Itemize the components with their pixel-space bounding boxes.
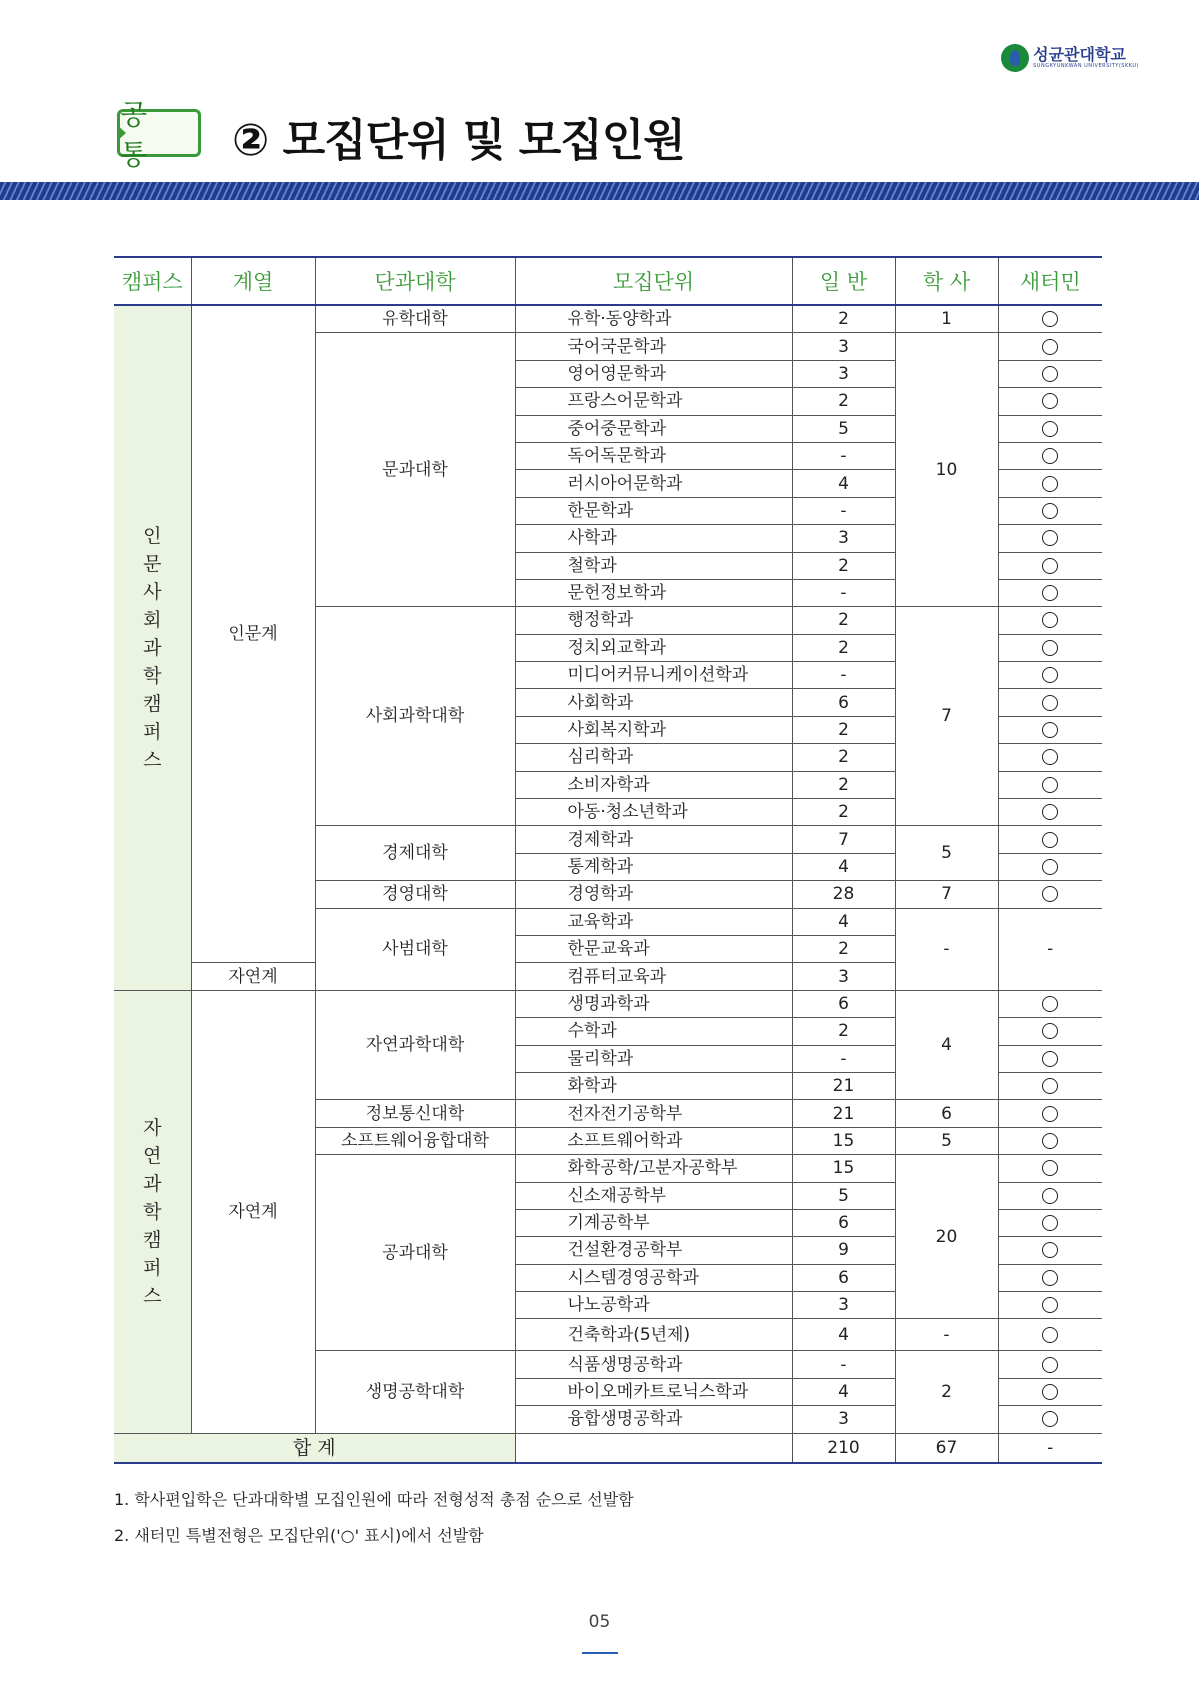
refugee-mark-icon <box>1042 476 1058 492</box>
general-cell: 3 <box>792 333 895 360</box>
refugee-cell <box>998 1045 1102 1072</box>
refugee-mark-icon <box>1042 1270 1058 1286</box>
dept-cell: 문헌정보학과 <box>515 579 792 606</box>
dept-cell: 교육학과 <box>515 908 792 935</box>
refugee-mark-icon <box>1042 1297 1058 1313</box>
refugee-cell <box>998 716 1102 743</box>
refugee-mark-icon <box>1042 503 1058 519</box>
bachelor-cell: 1 <box>895 305 998 333</box>
section-tag: 공 통 <box>117 109 201 157</box>
refugee-cell <box>998 1155 1102 1182</box>
refugee-mark-icon <box>1042 1133 1058 1149</box>
dept-cell: 한문교육과 <box>515 935 792 962</box>
refugee-mark-icon <box>1042 804 1058 820</box>
general-cell: 2 <box>792 771 895 798</box>
general-cell: 2 <box>792 1018 895 1045</box>
dept-cell: 소비자학과 <box>515 771 792 798</box>
dept-cell: 철학과 <box>515 552 792 579</box>
refugee-mark-icon <box>1042 1106 1058 1122</box>
college-cell: 생명공학대학 <box>315 1351 515 1433</box>
refugee-mark-icon <box>1042 1078 1058 1094</box>
total-refugee: - <box>998 1433 1102 1463</box>
bachelor-cell: 5 <box>895 1127 998 1154</box>
refugee-cell <box>998 744 1102 771</box>
general-cell: 15 <box>792 1127 895 1154</box>
refugee-cell <box>998 305 1102 333</box>
page-number-underline <box>582 1652 618 1654</box>
general-cell: 2 <box>792 552 895 579</box>
refugee-cell <box>998 497 1102 524</box>
general-cell: 2 <box>792 716 895 743</box>
refugee-mark-icon <box>1042 448 1058 464</box>
college-cell: 경영대학 <box>315 881 515 908</box>
refugee-cell <box>998 689 1102 716</box>
refugee-cell <box>998 853 1102 880</box>
general-cell: 4 <box>792 1378 895 1405</box>
refugee-mark-icon <box>1042 1411 1058 1427</box>
general-cell: 21 <box>792 1100 895 1127</box>
footnote-item: 1. 학사편입학은 단과대학별 모집인원에 따라 전형성적 총점 순으로 선발함 <box>114 1490 634 1509</box>
campus-cell-humanities: 인 문 사 회 과 학 캠 퍼 스 <box>114 305 191 990</box>
college-cell: 정보통신대학 <box>315 1100 515 1127</box>
general-cell: 2 <box>792 799 895 826</box>
header-refugee: 새터민 <box>998 257 1102 305</box>
general-cell: - <box>792 1045 895 1072</box>
general-cell: 7 <box>792 826 895 853</box>
general-cell: 2 <box>792 634 895 661</box>
refugee-cell <box>998 1018 1102 1045</box>
table-row <box>114 305 1102 333</box>
total-label: 합 계 <box>114 1433 515 1463</box>
dept-cell: 유학·동양학과 <box>515 305 792 333</box>
dept-cell: 아동·청소년학과 <box>515 799 792 826</box>
bachelor-cell: 20 <box>895 1155 998 1319</box>
refugee-mark-icon <box>1042 640 1058 656</box>
header-college: 단과대학 <box>315 257 515 305</box>
refugee-cell <box>998 771 1102 798</box>
refugee-mark-icon <box>1042 1327 1058 1343</box>
logo-subtext: SUNGKYUNKWAN UNIVERSITY(SKKU) <box>1033 63 1139 69</box>
total-general: 210 <box>792 1433 895 1463</box>
dept-cell: 융합생명공학과 <box>515 1406 792 1433</box>
refugee-cell <box>998 1319 1102 1351</box>
refugee-mark-icon <box>1042 421 1058 437</box>
total-bachelor: 67 <box>895 1433 998 1463</box>
dept-cell: 소프트웨어학과 <box>515 1127 792 1154</box>
college-cell: 소프트웨어융합대학 <box>315 1127 515 1154</box>
header-general: 일 반 <box>792 257 895 305</box>
dept-cell: 신소재공학부 <box>515 1182 792 1209</box>
series-cell: 자연계 <box>191 990 315 1433</box>
general-cell: 9 <box>792 1237 895 1264</box>
dept-cell: 시스템경영공학과 <box>515 1264 792 1291</box>
refugee-cell <box>998 607 1102 634</box>
bachelor-cell: 7 <box>895 607 998 826</box>
general-cell: 2 <box>792 744 895 771</box>
refugee-mark-icon <box>1042 859 1058 875</box>
refugee-mark-icon <box>1042 695 1058 711</box>
general-cell: 6 <box>792 689 895 716</box>
refugee-mark-icon <box>1042 1215 1058 1231</box>
page-number: 05 <box>588 1612 611 1632</box>
bachelor-cell: 6 <box>895 1100 998 1127</box>
refugee-cell <box>998 1264 1102 1291</box>
table-row <box>114 990 1102 1017</box>
general-cell: 6 <box>792 1264 895 1291</box>
dept-cell: 통계학과 <box>515 853 792 880</box>
general-cell: 2 <box>792 607 895 634</box>
refugee-cell <box>998 333 1102 360</box>
general-cell: 15 <box>792 1155 895 1182</box>
dept-cell: 사회복지학과 <box>515 716 792 743</box>
refugee-mark-icon <box>1042 749 1058 765</box>
refugee-cell <box>998 1406 1102 1433</box>
header-bachelor: 학 사 <box>895 257 998 305</box>
refugee-cell <box>998 1072 1102 1099</box>
refugee-mark-icon <box>1042 722 1058 738</box>
dept-cell: 식품생명공학과 <box>515 1351 792 1378</box>
footnote-item: 2. 새터민 특별전형은 모집단위('○' 표시)에서 선발함 <box>114 1526 484 1545</box>
dept-cell: 미디어커뮤니케이션학과 <box>515 662 792 689</box>
college-cell: 공과대학 <box>315 1155 515 1351</box>
refugee-mark-icon <box>1042 585 1058 601</box>
refugee-cell <box>998 1378 1102 1405</box>
dept-cell: 한문학과 <box>515 497 792 524</box>
refugee-cell <box>998 1351 1102 1378</box>
general-cell: 6 <box>792 1209 895 1236</box>
general-cell: 5 <box>792 1182 895 1209</box>
general-cell: 2 <box>792 388 895 415</box>
refugee-mark-icon <box>1042 339 1058 355</box>
refugee-mark-icon <box>1042 1023 1058 1039</box>
refugee-cell <box>998 662 1102 689</box>
bachelor-cell: 2 <box>895 1351 998 1433</box>
refugee-cell <box>998 525 1102 552</box>
dept-cell: 건설환경공학부 <box>515 1237 792 1264</box>
bachelor-cell: - <box>895 1319 998 1351</box>
refugee-cell <box>998 360 1102 387</box>
refugee-cell <box>998 1127 1102 1154</box>
general-cell: 21 <box>792 1072 895 1099</box>
series-cell: 자연계 <box>191 963 315 990</box>
header-series: 계열 <box>191 257 315 305</box>
bachelor-cell: 10 <box>895 333 998 607</box>
total-row <box>114 1433 1102 1463</box>
refugee-mark-icon <box>1042 1384 1058 1400</box>
general-cell: 3 <box>792 360 895 387</box>
dept-cell: 생명과학과 <box>515 990 792 1017</box>
dept-cell: 사회학과 <box>515 689 792 716</box>
college-cell: 사회과학대학 <box>315 607 515 826</box>
bachelor-cell: 4 <box>895 990 998 1100</box>
refugee-mark-icon <box>1042 1188 1058 1204</box>
refugee-cell: - <box>998 908 1102 990</box>
refugee-mark-icon <box>1042 558 1058 574</box>
refugee-cell <box>998 415 1102 442</box>
refugee-mark-icon <box>1042 667 1058 683</box>
refugee-mark-icon <box>1042 777 1058 793</box>
general-cell: 2 <box>792 305 895 333</box>
dept-cell: 경영학과 <box>515 881 792 908</box>
refugee-cell <box>998 1100 1102 1127</box>
dept-cell: 나노공학과 <box>515 1292 792 1319</box>
dept-cell: 러시아어문학과 <box>515 470 792 497</box>
refugee-mark-icon <box>1042 1357 1058 1373</box>
dept-cell: 건축학과(5년제) <box>515 1319 792 1351</box>
refugee-cell <box>998 1237 1102 1264</box>
bachelor-cell: 7 <box>895 881 998 908</box>
dept-cell: 바이오메카트로닉스학과 <box>515 1378 792 1405</box>
refugee-cell <box>998 881 1102 908</box>
refugee-cell <box>998 799 1102 826</box>
general-cell: 3 <box>792 525 895 552</box>
dept-cell: 중어중문학과 <box>515 415 792 442</box>
refugee-cell <box>998 1182 1102 1209</box>
header-stripe <box>0 182 1199 200</box>
refugee-mark-icon <box>1042 366 1058 382</box>
refugee-cell <box>998 552 1102 579</box>
refugee-cell <box>998 1209 1102 1236</box>
refugee-mark-icon <box>1042 996 1058 1012</box>
refugee-mark-icon <box>1042 832 1058 848</box>
refugee-cell <box>998 1292 1102 1319</box>
dept-cell: 행정학과 <box>515 607 792 634</box>
general-cell: - <box>792 442 895 469</box>
refugee-mark-icon <box>1042 612 1058 628</box>
general-cell: - <box>792 579 895 606</box>
bachelor-cell: 5 <box>895 826 998 881</box>
general-cell: 28 <box>792 881 895 908</box>
total-unit-cell <box>515 1433 792 1463</box>
general-cell: 3 <box>792 963 895 990</box>
footnotes <box>114 1482 634 1554</box>
general-cell: 4 <box>792 853 895 880</box>
general-cell: 4 <box>792 470 895 497</box>
header-campus: 캠퍼스 <box>114 257 191 305</box>
dept-cell: 기계공학부 <box>515 1209 792 1236</box>
university-logo <box>1001 44 1139 72</box>
logo-text: 성균관대학교 <box>1033 45 1126 64</box>
general-cell: 3 <box>792 1406 895 1433</box>
general-cell: - <box>792 1351 895 1378</box>
dept-cell: 물리학과 <box>515 1045 792 1072</box>
dept-cell: 사학과 <box>515 525 792 552</box>
dept-cell: 프랑스어문학과 <box>515 388 792 415</box>
general-cell: - <box>792 662 895 689</box>
college-cell: 경제대학 <box>315 826 515 881</box>
general-cell: 4 <box>792 1319 895 1351</box>
page-title: ② 모집단위 및 모집인원 <box>232 115 685 166</box>
refugee-cell <box>998 990 1102 1017</box>
refugee-mark-icon <box>1042 311 1058 327</box>
dept-cell: 화학과 <box>515 1072 792 1099</box>
college-cell: 문과대학 <box>315 333 515 607</box>
refugee-mark-icon <box>1042 886 1058 902</box>
refugee-mark-icon <box>1042 393 1058 409</box>
dept-cell: 경제학과 <box>515 826 792 853</box>
refugee-mark-icon <box>1042 1051 1058 1067</box>
refugee-mark-icon <box>1042 530 1058 546</box>
dept-cell: 영어영문학과 <box>515 360 792 387</box>
table-header-row <box>114 257 1102 305</box>
general-cell: 4 <box>792 908 895 935</box>
header-unit: 모집단위 <box>515 257 792 305</box>
dept-cell: 수학과 <box>515 1018 792 1045</box>
refugee-mark-icon <box>1042 1242 1058 1258</box>
general-cell: 2 <box>792 935 895 962</box>
recruitment-table <box>114 256 1102 1464</box>
refugee-cell <box>998 442 1102 469</box>
dept-cell: 컴퓨터교육과 <box>515 963 792 990</box>
bachelor-cell: - <box>895 908 998 990</box>
refugee-cell <box>998 579 1102 606</box>
dept-cell: 정치외교학과 <box>515 634 792 661</box>
dept-cell: 독어독문학과 <box>515 442 792 469</box>
general-cell: 3 <box>792 1292 895 1319</box>
refugee-mark-icon <box>1042 1160 1058 1176</box>
college-cell: 사범대학 <box>315 908 515 990</box>
campus-cell-natural: 자 연 과 학 캠 퍼 스 <box>114 990 191 1433</box>
college-cell: 유학대학 <box>315 305 515 333</box>
logo-emblem-icon <box>1001 44 1029 72</box>
dept-cell: 국어국문학과 <box>515 333 792 360</box>
general-cell: 5 <box>792 415 895 442</box>
dept-cell: 전자전기공학부 <box>515 1100 792 1127</box>
college-cell: 자연과학대학 <box>315 990 515 1100</box>
general-cell: - <box>792 497 895 524</box>
refugee-cell <box>998 388 1102 415</box>
refugee-cell <box>998 826 1102 853</box>
refugee-cell <box>998 470 1102 497</box>
dept-cell: 화학공학/고분자공학부 <box>515 1155 792 1182</box>
refugee-cell <box>998 634 1102 661</box>
dept-cell: 심리학과 <box>515 744 792 771</box>
series-cell: 인문계 <box>191 305 315 963</box>
general-cell: 6 <box>792 990 895 1017</box>
